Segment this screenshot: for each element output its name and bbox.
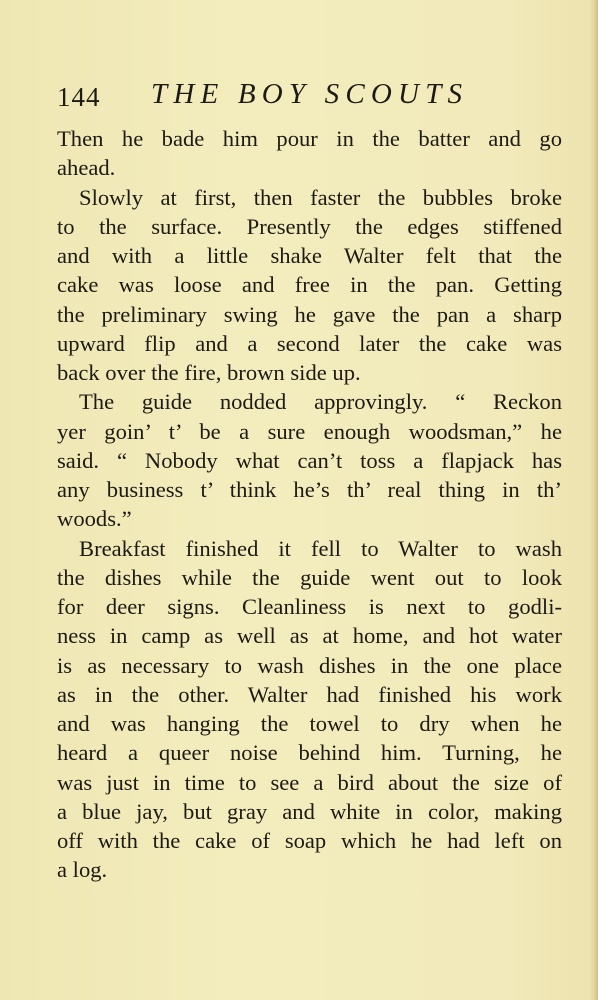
running-title: THE BOY SCOUTS	[151, 78, 469, 110]
page-edge	[590, 0, 598, 1000]
text-line: said. “ Nobody what can’t toss a flapjack has	[57, 447, 562, 473]
text-line: a blue jay, but gray and white in color, making	[57, 798, 562, 824]
text-line: back over the fire, brown side up.	[57, 360, 361, 385]
text-line: any business t’ think he’s th’ real thing in th’	[57, 477, 562, 502]
text-line: was just in time to see a bird about the size of	[57, 769, 562, 795]
text-line: woods.”	[57, 506, 132, 532]
text-line: to the surface. Presently the edges stiffened	[57, 213, 562, 239]
text-line: and with a little shake Walter felt that the	[57, 243, 562, 268]
page-number: 144	[57, 82, 101, 112]
text-line: ness in camp as well as at home, and hot water	[57, 623, 562, 649]
text-line: as in the other. Walter had finished his work	[57, 681, 562, 707]
text-line: off with the cake of soap which he had left on	[57, 828, 562, 853]
text-line: Breakfast finished it fell to Walter to wash	[79, 535, 562, 561]
text-line: yer goin’ t’ be a sure enough woodsman,” he	[57, 418, 562, 444]
text-line: ahead.	[57, 155, 116, 181]
page-header	[57, 78, 477, 114]
text-line: the dishes while the guide went out to look	[57, 564, 562, 590]
body-text	[57, 124, 562, 885]
text-line: heard a queer noise behind him. Turning, he	[57, 740, 562, 766]
text-line: upward flip and a second later the cake was	[57, 330, 562, 356]
text-line: is as necessary to wash dishes in the one place	[57, 652, 562, 678]
text-line: a log.	[57, 857, 108, 883]
text-line: Slowly at first, then faster the bubbles broke	[79, 184, 562, 210]
text-line: The guide nodded approvingly. “ Reckon	[79, 389, 562, 415]
text-line: for deer signs. Cleanliness is next to godli-	[57, 594, 562, 619]
text-line: Then he bade him pour in the batter and go	[57, 126, 562, 151]
text-line: and was hanging the towel to dry when he	[57, 711, 562, 736]
text-line: cake was loose and free in the pan. Getting	[57, 272, 562, 298]
text-line: the preliminary swing he gave the pan a sharp	[57, 301, 562, 327]
